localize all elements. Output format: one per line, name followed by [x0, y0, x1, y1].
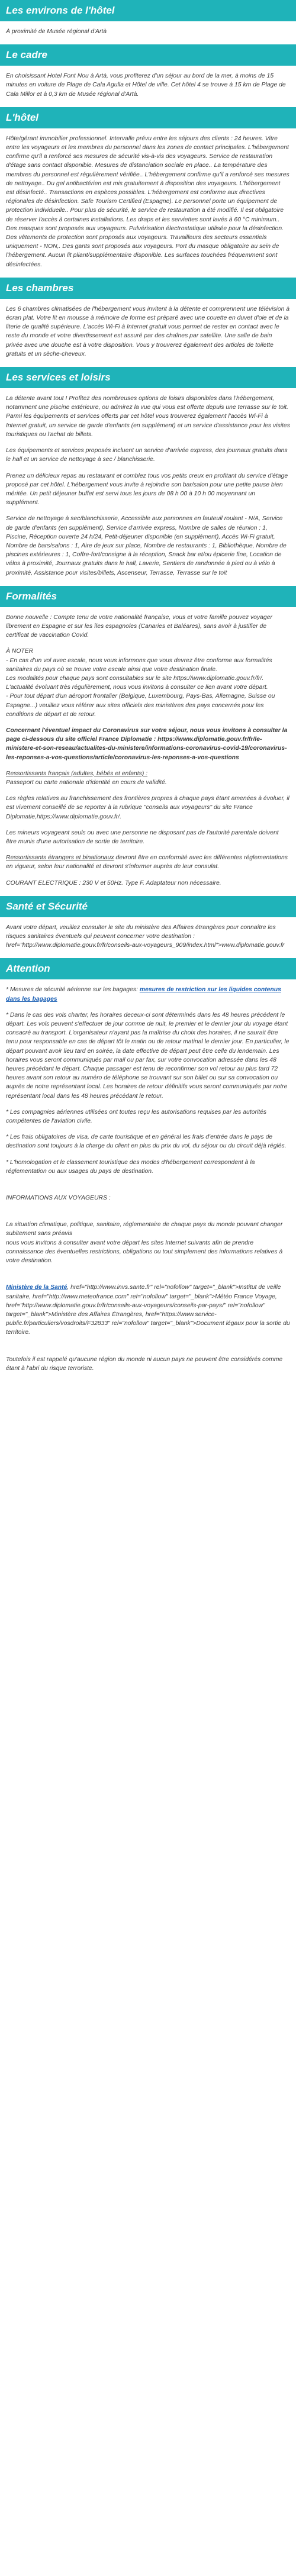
section-title: Formalités [0, 586, 296, 607]
informations-voyageurs-heading: INFORMATIONS AUX VOYAGEURS : [6, 1195, 111, 1202]
attention-paragraph: * Les frais obligatoires de visa, de carte touristique et en général les frais d'entrée dans le pays de destination sont toujours à la charge du client en plus du prix du vol, du séjour ou du circuit déjà réglés. [6, 1134, 287, 1150]
services-list: Service de nettoyage à sec/blanchisserie, Accessible aux personnes en fauteuil roulant - N/A, Service de garde d'enfants (en supplément), Service d'arrivée express, Nombre de salles de réunion : 1, Piscine, Réception ouverte 24 h/24, Petit-déjeuner disponible (en supplément), Accès Wi-Fi gratuit, Nombre de bars/salons : 1, Aire de jeux sur place, Nombre de restaurants : 1, Bibliothèque, Nombre de piscines extérieures : 1, Coffre-fort/consigne à la réception, Snack bar et/ou épicerie fine, Location de vélos à proximité, Journaux gratuits dans le hall, Laverie, Sentiers de randonnée à pied ou à vélo à proximité, Assistance pour visites/billets, Ascenseur, Terrasse, Terrasse sur le toit [6, 515, 287, 576]
sante-text: Avant votre départ, veuillez consulter le site du ministère des Affaires étrangères pour connaître les risques sanitaires éventuels qui peuvent concerner votre destination : href="http://www.diplomatie.gouv.fr/fr/conseils-aux-voyageurs_909/index.html">www.diplomatie.gouv.fr [6, 924, 285, 949]
ressortissants-heading: Ressortissants français (adultes, bébés et enfants) : [6, 770, 148, 777]
services-paragraph: Les équipements et services proposés incluent un service d'arrivée express, des journaux gratuits dans le hall et un service de nettoyage à sec / blanchisserie. [6, 447, 288, 463]
coronavirus-info: Concernant l'éventuel impact du Coronavirus sur votre séjour, nous vous invitons à consulter la page ci-dessous du site officiel France Diplomatie : https://www.diplomatie.gouv.fr/fr/le-ministere-et-son-reseau/actualites-du-ministere/informations-coronavirus-covid-19/coronavirus-les-reponses-a-vos-questions/article/coronavirus-les-reponses-a-vos-questions [6, 727, 288, 761]
section-sante [0, 896, 296, 959]
spacer [6, 1210, 290, 1220]
note-tail: - Pour tout départ d'un aéroport frontalier (Belgique, Luxembourg, Pays-Bas, Allemagne, Suisse ou Espagne...) veuillez vous référer aux sites officiels des ministères des pays concernés pour les conditions de départ et de retour. [6, 693, 275, 718]
etrangers-heading: Ressortissants étrangers et binationaux [6, 855, 114, 862]
note-heading: À NOTER [6, 648, 34, 655]
section-body [0, 305, 296, 367]
ressortissants-francais [6, 769, 290, 787]
hotel-text: Hôte/gérant immobilier professionnel. Intervalle prévu entre les séjours des clients : 24 heures. Vitre entre les voyageurs et les membres du personnel dans les zones de contact principales. L'hébergement confirme qu'il a renforcé ses mesures de sécurité vis-à-vis des voyageurs. Service de restauration d'étage sans contact disponible. Mesures de distanciation sociale en place.. La température des membres du personnel est régulièrement vérifiée.. L'hébergement confirme qu'il a renforcé ses mesures de nettoyage.. Du gel antibactérien est mis gratuitement à disposition des voyageurs. L'hébergement est désinfecté.. Transactions en espèces possibles. L'hébergement est conforme aux directives régionales de désinfection. Safe Tourism Certified (Espagne). Le personnel porte un équipement de protection individuelle.. Pour plus de sécurité, le service de restauration a été modifié. Il est obligatoire de réserver l'accès à certaines installations. Les draps et les serviettes sont lavés à 60 °C minimum.. Des masques sont proposés aux voyageurs. Pulvérisation électrostatique utilisée pour la désinfection. Des vêtements de protection sont proposés aux voyageurs. Travailleurs des secteurs essentiels uniquement - NON,. Des gants sont proposés aux voyageurs. Port du masque obligatoire au sein de l'hébergement. Aucun lit pliant/supplémentaire disponible. Les surfaces touchées fréquemment sont désinfectées. [6, 135, 289, 268]
environs-text: À proximité de Musée régional d'Artà [6, 28, 107, 35]
note-body: - En cas d'un vol avec escale, nous vous informons que vous devrez être conforme aux formalités sanitaires du pays où se trouve votre escale ainsi que votre destination finale. [6, 657, 272, 673]
section-body [0, 923, 296, 959]
section-formalites [0, 586, 296, 896]
note-more: Les modalités pour chaque pays sont consultables sur le site https://www.diplomatie.gouv.fr/fr/. L'actualité évoluant très régulièrement, nous vous invitons à consulter ce lien avant votre départ. [6, 675, 268, 691]
section-body [0, 134, 296, 278]
etrangers-body: devront être en conformité avec les différentes réglementations en vigueur, selon leur nationalité et devront s'informer auprès de leur consulat. [6, 855, 288, 871]
formalites-paragraph: Bonne nouvelle : Compte tenu de votre nationalité française, vous et votre famille pouvez voyager librement en Espagne et sur les îles espagnoles (Canaries et Baléares), sans avoir à justifier de certificat de vaccination Covid. [6, 614, 272, 639]
spacer [6, 1272, 290, 1283]
section-attention [0, 958, 296, 1381]
section-title: Les chambres [0, 278, 296, 299]
section-services [0, 367, 296, 586]
section-title: Le cadre [0, 44, 296, 66]
situation-text: La situation climatique, politique, sanitaire, réglementaire de chaque pays du monde pouvant changer subitement sans préavis [6, 1221, 283, 1237]
section-title: Les environs de l'hôtel [0, 0, 296, 21]
section-hotel [0, 107, 296, 278]
section-cadre [0, 44, 296, 107]
section-title: L'hôtel [0, 107, 296, 128]
courant-electrique: COURANT ELECTRIQUE : 230 V et 50Hz. Type F. Adaptateur non nécessaire. [6, 879, 221, 886]
attention-paragraph [6, 985, 290, 1003]
attention-paragraph: * L'homologation et le classement touristique des modes d'hébergement correspondent à la réglementation ou aux usages du pays de destination. [6, 1159, 255, 1175]
chambres-text: Les 6 chambres climatisées de l'hébergement vous invitent à la détente et comprennent une télévision à écran plat. Votre lit en mousse à mémoire de forme est préparé avec une couette en duvet d'oie et de la literie de qualité supérieure. L'accès Wi-Fi à Internet gratuit vous permet de rester en contact avec le reste du monde et votre divertissement est assuré par des chaînes par satellite. Une salle de bain privée avec une douche est à votre disposition. Vous y trouverez également des articles de toilette gratuits et un sèche-cheveux. [6, 305, 290, 357]
spacer [6, 1183, 290, 1194]
ressortissants-body: Passeport ou carte nationale d'identité en cours de validité. [6, 779, 167, 786]
bagages-restriction-link[interactable]: mesures de restriction sur les liquides contenus dans les bagages [6, 986, 281, 1002]
cadre-text: En choisissant Hotel Font Nou à Artà, vous profiterez d'un séjour au bord de la mer, à moins de 15 minutes en voiture de Plage de Cala Agulla et Hôtel de ville. Cet hôtel 4 se trouve à 15 km de Plage de Cala Millor et à 0,3 km de Musée régional d'Artà. [6, 73, 286, 98]
formalites-note [6, 647, 290, 719]
bagages-lead: * Mesures de sécurité aérienne sur les bagages: [6, 986, 140, 994]
formalites-paragraph: Les mineurs voyageant seuls ou avec une personne ne disposant pas de l'autorité parentale doivent être munis d'une autorisation de sortie de territoire. [6, 829, 279, 845]
section-title: Les services et loisirs [0, 367, 296, 388]
section-title: Attention [0, 958, 296, 979]
consult-text: nous vous invitons à consulter avant votre départ les sites Internet suivants afin de prendre connaissance des éventuelles restrictions, obligations ou tout simplement des informations relatives à votre destination. [6, 1239, 283, 1265]
section-body [0, 27, 296, 44]
ministere-sante-link[interactable]: Ministère de la Santé [6, 1284, 67, 1291]
attention-paragraph [6, 1283, 290, 1337]
section-body [0, 985, 296, 1381]
attention-paragraph: * Dans le cas des vols charter, les horaires deceux-ci sont déterminés dans les 48 heures précédent le départ. Les vols peuvent s'effectuer de jour comme de nuit, le premier et le dernier jour du voyage étant consacré au transport. L'organisateur n'ayant pas la maîtrise du choix des horaires, il ne saurait être tenu pour responsable en cas de départ tôt le matin ou de retour matinal le dernier jour. En particulier, le départ pouvant avoir lieu tard en soirée, la date effective de départ peut être celle du lendemain. Les horaires vous seront communiqués par mail ou par fax, sur votre convocation adressée dans les 48 heures précédant le départ. Chaque passager est tenu de reconfirmer son vol retour au plus tard 72 heures avant son retour au numéro de téléphone se trouvant sur son billet ou sur sa convocation ou auprès de notre représentant local. Les horaires de retour définitifs vous seront communiqués par notre représentant local dans les 48 heures précédant le retour. [6, 1011, 289, 1100]
section-body [0, 613, 296, 896]
formalites-paragraph: Les règles relatives au franchissement des frontières propres à chaque pays étant amenées à évoluer, il est vivement conseillé de se reporter à la rubrique "conseils aux voyageurs" du site France Diplomatie,https://www.diplomatie.gouv.fr/. [6, 795, 289, 820]
spacer [6, 1345, 290, 1355]
links-text: , href="http://www.invs.sante.fr" rel="nofollow" target="_blank">Institut de veille sanitaire, href="http://www.meteofrance.com" rel="nofollow" target="_blank">Météo France Voyage, href="http://www.diplomatie.gouv.fr/fr/conseils-aux-voyageurs/conseils-par-pays/" rel="nofollow" target="_blank">Ministère des Affaires Étrangères, href="https://www.service-public.fr/particuliers/vosdroits/F32833" rel="nofollow" target="_blank">Document légaux pour la sortie du territoire. [6, 1284, 290, 1336]
section-title: Santé et Sécurité [0, 896, 296, 917]
section-chambres [0, 278, 296, 367]
attention-paragraph [6, 1220, 290, 1265]
section-body [0, 72, 296, 107]
attention-paragraph: * Les compagnies aériennes utilisées ont toutes reçu les autorisations requises par les autorités compétentes de l'aviation civile. [6, 1108, 267, 1125]
section-body [0, 394, 296, 586]
ressortissants-etrangers [6, 853, 290, 871]
services-paragraph: La détente avant tout ! Profitez des nombreuses options de loisirs disponibles dans l'hébergement, notamment une piscine extérieure, ou admirez la vue qui vous est offerte depuis une terrasse sur le toit. Parmi les équipements et services offerts par cet hôtel vous trouverez également l'accès Wi-Fi à Internet gratuit, un service de garde d'enfants (en supplément) et un service d'assistance pour les visites touristiques ou l'achat de billets. [6, 395, 290, 438]
services-paragraph: Prenez un délicieux repas au restaurant et comblez tous vos petits creux en profitant du service d'étage proposé par cet hôtel. L'hébergement vous invite à rejoindre son bar/salon pour une petite pause bien méritée. Un petit déjeuner buffet est servi tous les jours de 08 h 00 à 10 h 00 moyennant un supplément. [6, 472, 288, 507]
section-environs [0, 0, 296, 44]
attention-paragraph: Toutefois il est rappelé qu'aucune région du monde ni aucun pays ne peuvent être considérés comme étant à l'abri du risque terroriste. [6, 1356, 283, 1372]
